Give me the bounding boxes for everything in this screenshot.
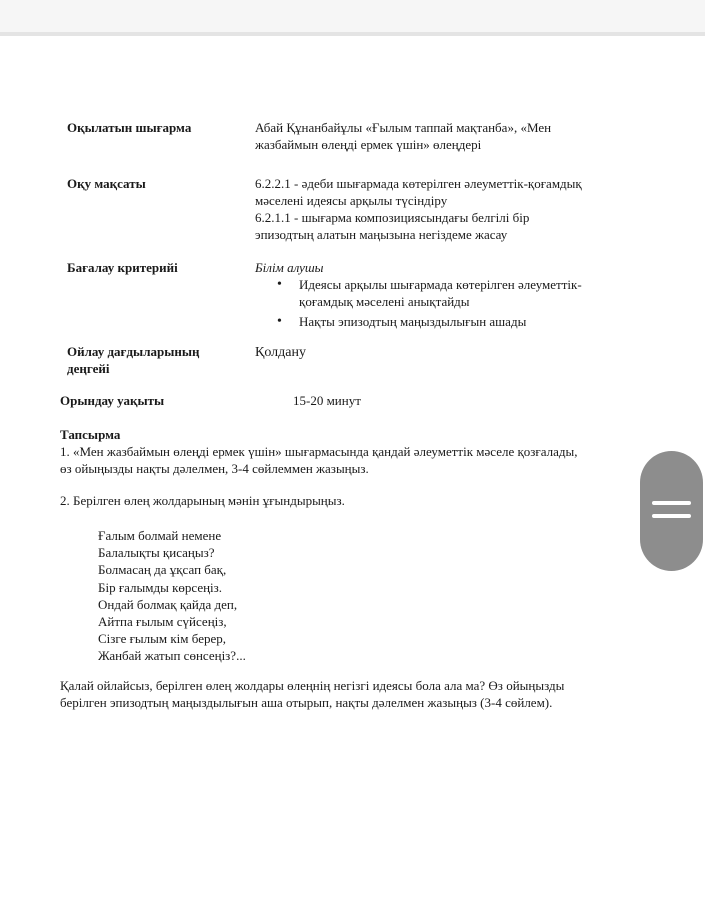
objective-value <box>255 175 582 243</box>
objective-line: эпизодтың алатын маңызына негіздеме жасау <box>255 227 508 242</box>
poem-line: Ғалым болмай немене <box>98 528 222 543</box>
level-label-line: деңгейі <box>67 361 110 376</box>
viewer-top-bar <box>0 0 705 36</box>
criteria-label: Бағалау критерийі <box>67 260 178 275</box>
task-closing-line: Қалай ойлайсыз, берілген өлең жолдары өлеңнің негізгі идеясы бола ала ма? Өз ойыңызды <box>60 678 565 693</box>
criteria-item-line: • Идеясы арқылы шығармада көтерілген әлеуметтік- <box>299 277 582 292</box>
task-question-1 <box>60 443 578 477</box>
level-label <box>67 343 200 377</box>
criteria-item <box>255 276 655 310</box>
poem-line: Болмасаң да ұқсап бақ, <box>98 562 227 578</box>
poem <box>98 527 246 665</box>
task-closing-line: берілген эпизодтың маңыздылығын аша отырып, нақты дәлелмен жазыңыз (3-4 сөйлем). <box>60 695 553 710</box>
criteria-item-line: • Нақты эпизодтың маңыздылығын ашады <box>299 314 527 329</box>
time-value: 15-20 минут <box>293 393 361 408</box>
task-question-2 <box>60 493 345 509</box>
poem-line: Жанбай жатып сөнсеңіз?... <box>98 648 246 664</box>
drag-handle-icon <box>652 501 691 505</box>
poem-line: Айтпа ғылым сүйсеңіз, <box>98 614 227 630</box>
criteria-item <box>255 313 655 330</box>
level-label-line: Ойлау дағдыларының <box>67 344 200 359</box>
objective-label: Оқу мақсаты <box>67 176 146 191</box>
task-q1-line: өз ойыңызды нақты дәлелмен, 3-4 сөйлеммен жазыңыз. <box>60 461 369 476</box>
criteria-item-line: қоғамдық мәселені анықтайды <box>299 294 470 309</box>
work-value <box>255 119 551 153</box>
poem-line: Балалықты қисаңыз? <box>98 545 215 561</box>
task-title: Тапсырма <box>60 427 121 442</box>
work-line: жазбаймын өлеңді ермек үшін» өлеңдері <box>255 137 482 152</box>
poem-line: Ондай болмақ қайда деп, <box>98 596 238 612</box>
criteria-intro: Білім алушы <box>255 260 324 275</box>
objective-line: 6.2.1.1 - шығарма композициясындағы белгілі бір <box>255 210 530 225</box>
task-q2-text: 2. Берілген өлең жолдарының мәнін ұғындырыңыз. <box>60 493 345 508</box>
task-closing <box>60 677 564 711</box>
objective-line: 6.2.2.1 - әдеби шығармада көтерілген әлеуметтік-қоғамдық <box>255 176 582 191</box>
poem-line: Бір ғалымды көрсеңіз. <box>98 579 223 595</box>
criteria-value <box>255 259 655 333</box>
work-label: Оқылатын шығарма <box>67 120 192 135</box>
criteria-list <box>255 276 655 330</box>
poem-line: Сізге ғылым кім берер, <box>98 631 227 647</box>
time-label: Орындау уақыты <box>60 393 165 408</box>
work-line: Абай Құнанбайұлы «Ғылым таппай мақтанба», «Мен <box>255 120 552 135</box>
objective-line: мәселені идеясы арқылы түсіндіру <box>255 193 448 208</box>
level-value: Қолдану <box>255 345 306 360</box>
drag-handle-icon <box>652 514 691 518</box>
task-q1-line: 1. «Мен жазбаймын өлеңді ермек үшін» шығармасында қандай әлеуметтік мәселе қозғалады, <box>60 444 578 459</box>
scroll-handle[interactable] <box>640 451 703 571</box>
